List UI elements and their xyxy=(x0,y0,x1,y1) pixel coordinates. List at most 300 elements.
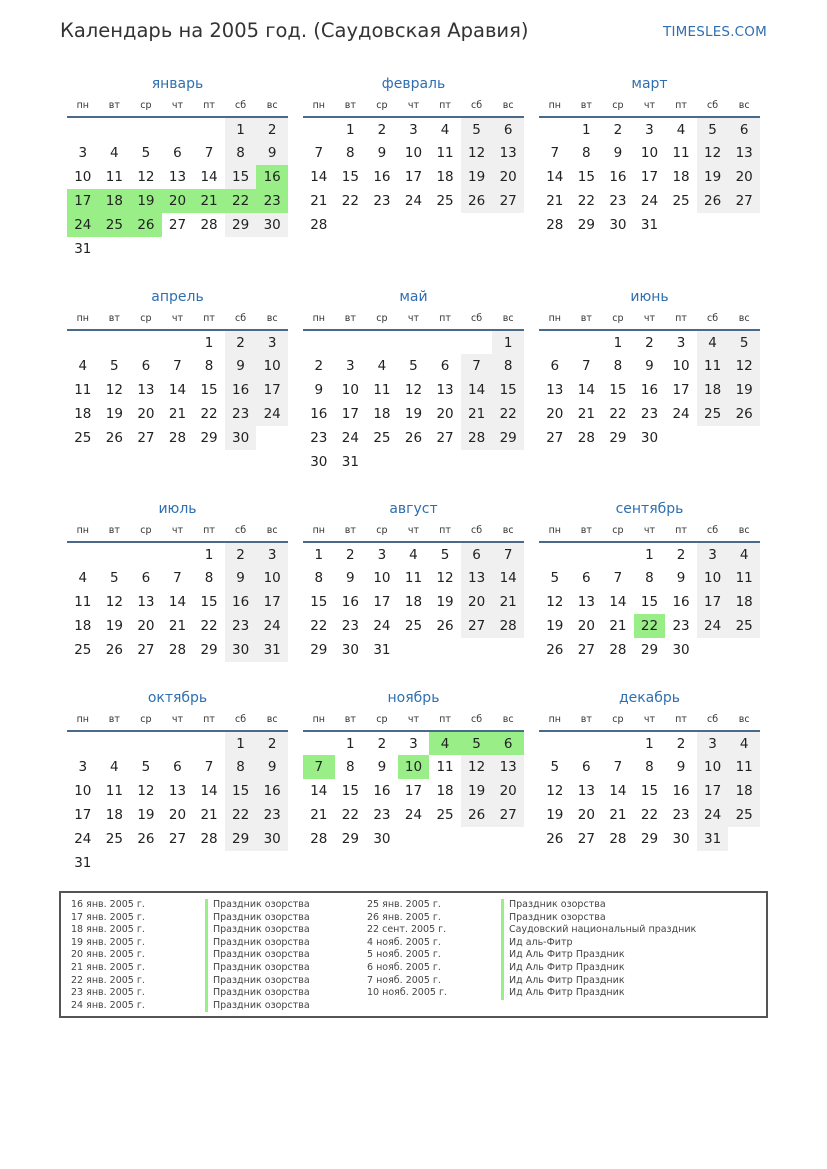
day-cell[interactable]: 10 xyxy=(256,566,288,590)
day-cell[interactable]: 19 xyxy=(137,807,155,823)
day-cell[interactable]: 4 xyxy=(728,542,760,566)
day-cell[interactable]: 8 xyxy=(314,570,324,586)
day-cell[interactable]: 2 xyxy=(346,546,355,563)
day-cell[interactable]: 11 xyxy=(697,354,729,378)
day-cell[interactable]: 25 xyxy=(728,614,760,638)
day-cell[interactable]: 21 xyxy=(193,189,225,213)
day-cell[interactable]: 24 xyxy=(256,614,288,638)
day-cell[interactable]: 31 xyxy=(640,217,659,233)
day-cell[interactable]: 19 xyxy=(105,618,123,634)
day-cell[interactable]: 13 xyxy=(137,594,155,610)
day-cell[interactable]: 4 xyxy=(440,121,450,138)
day-cell[interactable]: 9 xyxy=(346,570,355,586)
day-cell[interactable]: 28 xyxy=(200,217,218,233)
day-cell[interactable]: 5 xyxy=(440,546,450,563)
day-cell[interactable]: 13 xyxy=(728,141,760,165)
day-cell[interactable]: 22 xyxy=(634,614,666,638)
day-cell[interactable]: 3 xyxy=(78,759,88,775)
day-cell[interactable]: 1 xyxy=(346,121,355,138)
day-cell[interactable]: 27 xyxy=(168,831,187,847)
site-logo[interactable]: TIMESLES.COM xyxy=(663,24,767,40)
day-cell[interactable]: 12 xyxy=(728,354,760,378)
day-cell[interactable]: 16 xyxy=(225,590,257,614)
day-cell[interactable]: 23 xyxy=(672,618,690,634)
day-cell[interactable]: 11 xyxy=(404,570,423,586)
day-cell[interactable]: 18 xyxy=(74,406,92,422)
day-cell[interactable]: 26 xyxy=(436,618,454,634)
day-cell[interactable]: 2 xyxy=(613,121,623,138)
day-cell[interactable]: 9 xyxy=(377,145,387,161)
day-cell[interactable]: 2 xyxy=(256,731,288,755)
day-cell[interactable]: 4 xyxy=(728,731,760,755)
day-cell[interactable]: 7 xyxy=(173,570,182,586)
day-cell[interactable]: 21 xyxy=(609,618,627,634)
day-cell[interactable]: 3 xyxy=(78,145,88,161)
day-cell[interactable]: 26 xyxy=(105,642,123,658)
day-cell[interactable]: 24 xyxy=(74,831,92,847)
day-cell[interactable]: 26 xyxy=(130,213,162,237)
day-cell[interactable]: 9 xyxy=(314,382,324,398)
day-cell[interactable]: 10 xyxy=(697,566,729,590)
day-cell[interactable]: 6 xyxy=(582,570,591,586)
day-cell[interactable]: 23 xyxy=(609,193,627,209)
day-cell[interactable]: 24 xyxy=(67,213,99,237)
day-cell[interactable]: 2 xyxy=(256,117,288,141)
day-cell[interactable]: 13 xyxy=(168,169,187,185)
day-cell[interactable]: 15 xyxy=(200,594,218,610)
day-cell[interactable]: 25 xyxy=(728,803,760,827)
day-cell[interactable]: 20 xyxy=(162,189,194,213)
day-cell[interactable]: 20 xyxy=(137,406,155,422)
day-cell[interactable]: 21 xyxy=(200,807,218,823)
day-cell[interactable]: 30 xyxy=(373,831,391,847)
day-cell[interactable]: 11 xyxy=(728,755,760,779)
day-cell[interactable]: 15 xyxy=(640,594,659,610)
day-cell[interactable]: 28 xyxy=(609,642,627,658)
day-cell[interactable]: 2 xyxy=(225,330,257,354)
day-cell[interactable]: 22 xyxy=(609,406,627,422)
day-cell[interactable]: 29 xyxy=(609,430,627,446)
day-cell[interactable]: 11 xyxy=(373,382,391,398)
day-cell[interactable]: 28 xyxy=(546,217,564,233)
day-cell[interactable]: 14 xyxy=(492,566,524,590)
day-cell[interactable]: 27 xyxy=(728,189,760,213)
day-cell[interactable]: 27 xyxy=(461,614,493,638)
day-cell[interactable]: 27 xyxy=(577,831,595,847)
day-cell[interactable]: 22 xyxy=(225,803,257,827)
day-cell[interactable]: 23 xyxy=(225,614,257,638)
day-cell[interactable]: 6 xyxy=(440,358,450,374)
day-cell[interactable]: 3 xyxy=(409,735,418,752)
day-cell[interactable]: 3 xyxy=(697,542,729,566)
day-cell[interactable]: 18 xyxy=(436,783,454,799)
day-cell[interactable]: 1 xyxy=(225,117,257,141)
day-cell[interactable]: 17 xyxy=(67,189,99,213)
day-cell[interactable]: 10 xyxy=(672,358,690,374)
day-cell[interactable]: 6 xyxy=(141,358,151,374)
day-cell[interactable]: 2 xyxy=(676,735,686,752)
day-cell[interactable]: 22 xyxy=(492,402,524,426)
day-cell[interactable]: 15 xyxy=(577,169,595,185)
day-cell[interactable]: 26 xyxy=(728,402,760,426)
day-cell[interactable]: 4 xyxy=(78,570,88,586)
day-cell[interactable]: 25 xyxy=(373,430,391,446)
day-cell[interactable]: 6 xyxy=(173,759,182,775)
day-cell[interactable]: 7 xyxy=(303,755,335,779)
day-cell[interactable]: 31 xyxy=(74,241,92,257)
day-cell[interactable]: 17 xyxy=(341,406,359,422)
day-cell[interactable]: 3 xyxy=(697,731,729,755)
day-cell[interactable]: 8 xyxy=(225,141,257,165)
day-cell[interactable]: 16 xyxy=(256,165,288,189)
day-cell[interactable]: 16 xyxy=(640,382,659,398)
day-cell[interactable]: 28 xyxy=(577,430,595,446)
day-cell[interactable]: 21 xyxy=(310,193,328,209)
day-cell[interactable]: 15 xyxy=(492,378,524,402)
day-cell[interactable]: 8 xyxy=(645,570,654,586)
day-cell[interactable]: 22 xyxy=(225,189,257,213)
day-cell[interactable]: 20 xyxy=(436,406,454,422)
day-cell[interactable]: 17 xyxy=(256,378,288,402)
day-cell[interactable]: 5 xyxy=(461,731,493,755)
day-cell[interactable]: 25 xyxy=(672,193,690,209)
day-cell[interactable]: 24 xyxy=(256,402,288,426)
day-cell[interactable]: 26 xyxy=(404,430,423,446)
day-cell[interactable]: 8 xyxy=(225,755,257,779)
day-cell[interactable]: 15 xyxy=(225,779,257,803)
day-cell[interactable]: 2 xyxy=(225,542,257,566)
day-cell[interactable]: 2 xyxy=(377,121,387,138)
day-cell[interactable]: 11 xyxy=(672,145,690,161)
day-cell[interactable]: 26 xyxy=(105,430,123,446)
day-cell[interactable]: 20 xyxy=(546,406,564,422)
day-cell[interactable]: 22 xyxy=(640,807,659,823)
day-cell[interactable]: 9 xyxy=(676,759,686,775)
day-cell[interactable]: 27 xyxy=(168,217,187,233)
day-cell[interactable]: 12 xyxy=(697,141,729,165)
day-cell[interactable]: 25 xyxy=(74,430,92,446)
day-cell[interactable]: 11 xyxy=(436,145,454,161)
day-cell[interactable]: 7 xyxy=(204,145,214,161)
day-cell[interactable]: 28 xyxy=(168,430,187,446)
day-cell[interactable]: 1 xyxy=(582,121,591,138)
day-cell[interactable]: 18 xyxy=(728,779,760,803)
day-cell[interactable]: 10 xyxy=(697,755,729,779)
day-cell[interactable]: 29 xyxy=(577,217,595,233)
day-cell[interactable]: 6 xyxy=(461,542,493,566)
day-cell[interactable]: 16 xyxy=(373,169,391,185)
day-cell[interactable]: 18 xyxy=(105,807,123,823)
day-cell[interactable]: 19 xyxy=(461,779,493,803)
day-cell[interactable]: 28 xyxy=(200,831,218,847)
day-cell[interactable]: 25 xyxy=(105,831,123,847)
day-cell[interactable]: 2 xyxy=(314,358,324,374)
day-cell[interactable]: 13 xyxy=(436,382,454,398)
day-cell[interactable]: 3 xyxy=(377,546,387,563)
day-cell[interactable]: 5 xyxy=(728,330,760,354)
day-cell[interactable]: 25 xyxy=(74,642,92,658)
day-cell[interactable]: 20 xyxy=(168,807,187,823)
day-cell[interactable]: 16 xyxy=(341,594,359,610)
day-cell[interactable]: 8 xyxy=(204,570,214,586)
day-cell[interactable]: 10 xyxy=(341,382,359,398)
day-cell[interactable]: 1 xyxy=(492,330,524,354)
day-cell[interactable]: 10 xyxy=(373,570,391,586)
day-cell[interactable]: 23 xyxy=(256,803,288,827)
day-cell[interactable]: 17 xyxy=(256,590,288,614)
day-cell[interactable]: 8 xyxy=(204,358,214,374)
day-cell[interactable]: 23 xyxy=(310,430,328,446)
day-cell[interactable]: 19 xyxy=(130,189,162,213)
day-cell[interactable]: 3 xyxy=(645,121,654,138)
day-cell[interactable]: 20 xyxy=(461,590,493,614)
day-cell[interactable]: 12 xyxy=(105,594,123,610)
day-cell[interactable]: 5 xyxy=(550,570,560,586)
day-cell[interactable]: 26 xyxy=(546,642,564,658)
day-cell[interactable]: 14 xyxy=(546,169,564,185)
day-cell[interactable]: 31 xyxy=(373,642,391,658)
day-cell[interactable]: 31 xyxy=(256,638,288,662)
day-cell[interactable]: 18 xyxy=(436,169,454,185)
day-cell[interactable]: 17 xyxy=(404,169,423,185)
day-cell[interactable]: 14 xyxy=(168,382,187,398)
day-cell[interactable]: 16 xyxy=(310,406,328,422)
day-cell[interactable]: 23 xyxy=(640,406,659,422)
day-cell[interactable]: 23 xyxy=(256,189,288,213)
day-cell[interactable]: 16 xyxy=(672,783,690,799)
day-cell[interactable]: 26 xyxy=(546,831,564,847)
day-cell[interactable]: 18 xyxy=(697,378,729,402)
day-cell[interactable]: 4 xyxy=(409,546,418,563)
day-cell[interactable]: 9 xyxy=(645,358,654,374)
day-cell[interactable]: 15 xyxy=(200,382,218,398)
day-cell[interactable]: 19 xyxy=(436,594,454,610)
day-cell[interactable]: 1 xyxy=(225,731,257,755)
day-cell[interactable]: 14 xyxy=(609,594,627,610)
day-cell[interactable]: 11 xyxy=(74,382,92,398)
day-cell[interactable]: 14 xyxy=(577,382,595,398)
day-cell[interactable]: 16 xyxy=(256,779,288,803)
day-cell[interactable]: 27 xyxy=(577,642,595,658)
day-cell[interactable]: 24 xyxy=(697,803,729,827)
day-cell[interactable]: 14 xyxy=(310,169,328,185)
day-cell[interactable]: 24 xyxy=(404,193,423,209)
day-cell[interactable]: 13 xyxy=(492,755,524,779)
day-cell[interactable]: 14 xyxy=(200,783,218,799)
day-cell[interactable]: 10 xyxy=(74,783,92,799)
day-cell[interactable]: 29 xyxy=(640,831,659,847)
day-cell[interactable]: 4 xyxy=(377,358,387,374)
day-cell[interactable]: 4 xyxy=(78,358,88,374)
day-cell[interactable]: 16 xyxy=(609,169,627,185)
day-cell[interactable]: 26 xyxy=(461,189,493,213)
day-cell[interactable]: 18 xyxy=(672,169,690,185)
day-cell[interactable]: 26 xyxy=(137,831,155,847)
day-cell[interactable]: 21 xyxy=(609,807,627,823)
day-cell[interactable]: 11 xyxy=(728,566,760,590)
day-cell[interactable]: 1 xyxy=(645,735,654,752)
day-cell[interactable]: 30 xyxy=(672,831,690,847)
day-cell[interactable]: 14 xyxy=(310,783,328,799)
day-cell[interactable]: 6 xyxy=(141,570,151,586)
day-cell[interactable]: 1 xyxy=(204,334,214,351)
day-cell[interactable]: 11 xyxy=(105,783,123,799)
day-cell[interactable]: 12 xyxy=(105,382,123,398)
day-cell[interactable]: 27 xyxy=(137,642,155,658)
day-cell[interactable]: 30 xyxy=(672,642,690,658)
day-cell[interactable]: 3 xyxy=(346,358,355,374)
day-cell[interactable]: 3 xyxy=(409,121,418,138)
day-cell[interactable]: 10 xyxy=(404,145,423,161)
day-cell[interactable]: 19 xyxy=(546,807,564,823)
day-cell[interactable]: 17 xyxy=(640,169,659,185)
day-cell[interactable]: 20 xyxy=(577,618,595,634)
day-cell[interactable]: 29 xyxy=(310,642,328,658)
day-cell[interactable]: 22 xyxy=(577,193,595,209)
day-cell[interactable]: 7 xyxy=(550,145,560,161)
day-cell[interactable]: 2 xyxy=(645,334,654,351)
day-cell[interactable]: 21 xyxy=(461,402,493,426)
day-cell[interactable]: 6 xyxy=(492,117,524,141)
day-cell[interactable]: 29 xyxy=(225,213,257,237)
day-cell[interactable]: 19 xyxy=(728,378,760,402)
day-cell[interactable]: 15 xyxy=(225,165,257,189)
day-cell[interactable]: 29 xyxy=(341,831,359,847)
day-cell[interactable]: 12 xyxy=(546,594,564,610)
day-cell[interactable]: 15 xyxy=(310,594,328,610)
day-cell[interactable]: 13 xyxy=(168,783,187,799)
day-cell[interactable]: 19 xyxy=(404,406,423,422)
day-cell[interactable]: 5 xyxy=(697,117,729,141)
day-cell[interactable]: 17 xyxy=(373,594,391,610)
day-cell[interactable]: 16 xyxy=(373,783,391,799)
day-cell[interactable]: 7 xyxy=(173,358,182,374)
day-cell[interactable]: 23 xyxy=(373,807,391,823)
day-cell[interactable]: 18 xyxy=(373,406,391,422)
day-cell[interactable]: 5 xyxy=(409,358,418,374)
day-cell[interactable]: 18 xyxy=(99,189,131,213)
day-cell[interactable]: 27 xyxy=(436,430,454,446)
day-cell[interactable]: 10 xyxy=(74,169,92,185)
day-cell[interactable]: 28 xyxy=(310,217,328,233)
day-cell[interactable]: 16 xyxy=(225,378,257,402)
day-cell[interactable]: 17 xyxy=(74,807,92,823)
day-cell[interactable]: 30 xyxy=(640,430,659,446)
day-cell[interactable]: 27 xyxy=(137,430,155,446)
day-cell[interactable]: 7 xyxy=(204,759,214,775)
day-cell[interactable]: 17 xyxy=(697,779,729,803)
day-cell[interactable]: 25 xyxy=(436,193,454,209)
day-cell[interactable]: 8 xyxy=(613,358,623,374)
day-cell[interactable]: 6 xyxy=(550,358,560,374)
day-cell[interactable]: 11 xyxy=(105,169,123,185)
day-cell[interactable]: 28 xyxy=(461,426,493,450)
day-cell[interactable]: 22 xyxy=(310,618,328,634)
day-cell[interactable]: 7 xyxy=(314,145,324,161)
day-cell[interactable]: 8 xyxy=(346,145,355,161)
day-cell[interactable]: 1 xyxy=(204,546,214,563)
day-cell[interactable]: 4 xyxy=(110,145,119,161)
day-cell[interactable]: 31 xyxy=(697,827,729,851)
day-cell[interactable]: 8 xyxy=(346,759,355,775)
day-cell[interactable]: 30 xyxy=(256,827,288,851)
day-cell[interactable]: 24 xyxy=(672,406,690,422)
day-cell[interactable]: 13 xyxy=(492,141,524,165)
day-cell[interactable]: 5 xyxy=(461,117,493,141)
day-cell[interactable]: 7 xyxy=(613,759,623,775)
day-cell[interactable]: 13 xyxy=(577,783,595,799)
day-cell[interactable]: 9 xyxy=(225,566,257,590)
day-cell[interactable]: 29 xyxy=(492,426,524,450)
day-cell[interactable]: 20 xyxy=(492,165,524,189)
day-cell[interactable]: 30 xyxy=(341,642,359,658)
day-cell[interactable]: 5 xyxy=(141,759,151,775)
day-cell[interactable]: 6 xyxy=(728,117,760,141)
day-cell[interactable]: 14 xyxy=(200,169,218,185)
day-cell[interactable]: 1 xyxy=(346,735,355,752)
day-cell[interactable]: 26 xyxy=(697,189,729,213)
day-cell[interactable]: 24 xyxy=(341,430,359,446)
day-cell[interactable]: 12 xyxy=(546,783,564,799)
day-cell[interactable]: 2 xyxy=(377,735,387,752)
day-cell[interactable]: 30 xyxy=(225,638,257,662)
day-cell[interactable]: 21 xyxy=(546,193,564,209)
day-cell[interactable]: 4 xyxy=(697,330,729,354)
day-cell[interactable]: 21 xyxy=(168,618,187,634)
day-cell[interactable]: 30 xyxy=(256,213,288,237)
day-cell[interactable]: 19 xyxy=(546,618,564,634)
day-cell[interactable]: 25 xyxy=(404,618,423,634)
day-cell[interactable]: 18 xyxy=(74,618,92,634)
day-cell[interactable]: 11 xyxy=(436,759,454,775)
day-cell[interactable]: 8 xyxy=(645,759,654,775)
day-cell[interactable]: 18 xyxy=(404,594,423,610)
day-cell[interactable]: 29 xyxy=(640,642,659,658)
day-cell[interactable]: 9 xyxy=(676,570,686,586)
day-cell[interactable]: 3 xyxy=(676,334,686,351)
day-cell[interactable]: 5 xyxy=(141,145,151,161)
day-cell[interactable]: 9 xyxy=(613,145,623,161)
day-cell[interactable]: 17 xyxy=(697,590,729,614)
day-cell[interactable]: 19 xyxy=(461,165,493,189)
day-cell[interactable]: 25 xyxy=(99,213,131,237)
day-cell[interactable]: 20 xyxy=(577,807,595,823)
day-cell[interactable]: 31 xyxy=(74,855,92,871)
day-cell[interactable]: 29 xyxy=(200,642,218,658)
day-cell[interactable]: 31 xyxy=(341,454,359,470)
day-cell[interactable]: 28 xyxy=(609,831,627,847)
day-cell[interactable]: 20 xyxy=(137,618,155,634)
day-cell[interactable]: 25 xyxy=(697,402,729,426)
day-cell[interactable]: 29 xyxy=(200,430,218,446)
day-cell[interactable]: 5 xyxy=(110,358,119,374)
day-cell[interactable]: 7 xyxy=(613,570,623,586)
day-cell[interactable]: 19 xyxy=(697,165,729,189)
day-cell[interactable]: 13 xyxy=(577,594,595,610)
day-cell[interactable]: 12 xyxy=(137,783,155,799)
day-cell[interactable]: 17 xyxy=(404,783,423,799)
day-cell[interactable]: 8 xyxy=(492,354,524,378)
day-cell[interactable]: 15 xyxy=(609,382,627,398)
day-cell[interactable]: 12 xyxy=(137,169,155,185)
day-cell[interactable]: 1 xyxy=(314,546,324,563)
day-cell[interactable]: 12 xyxy=(404,382,423,398)
day-cell[interactable]: 23 xyxy=(672,807,690,823)
day-cell[interactable]: 21 xyxy=(492,590,524,614)
day-cell[interactable]: 19 xyxy=(105,406,123,422)
day-cell[interactable]: 1 xyxy=(613,334,623,351)
day-cell[interactable]: 21 xyxy=(168,406,187,422)
